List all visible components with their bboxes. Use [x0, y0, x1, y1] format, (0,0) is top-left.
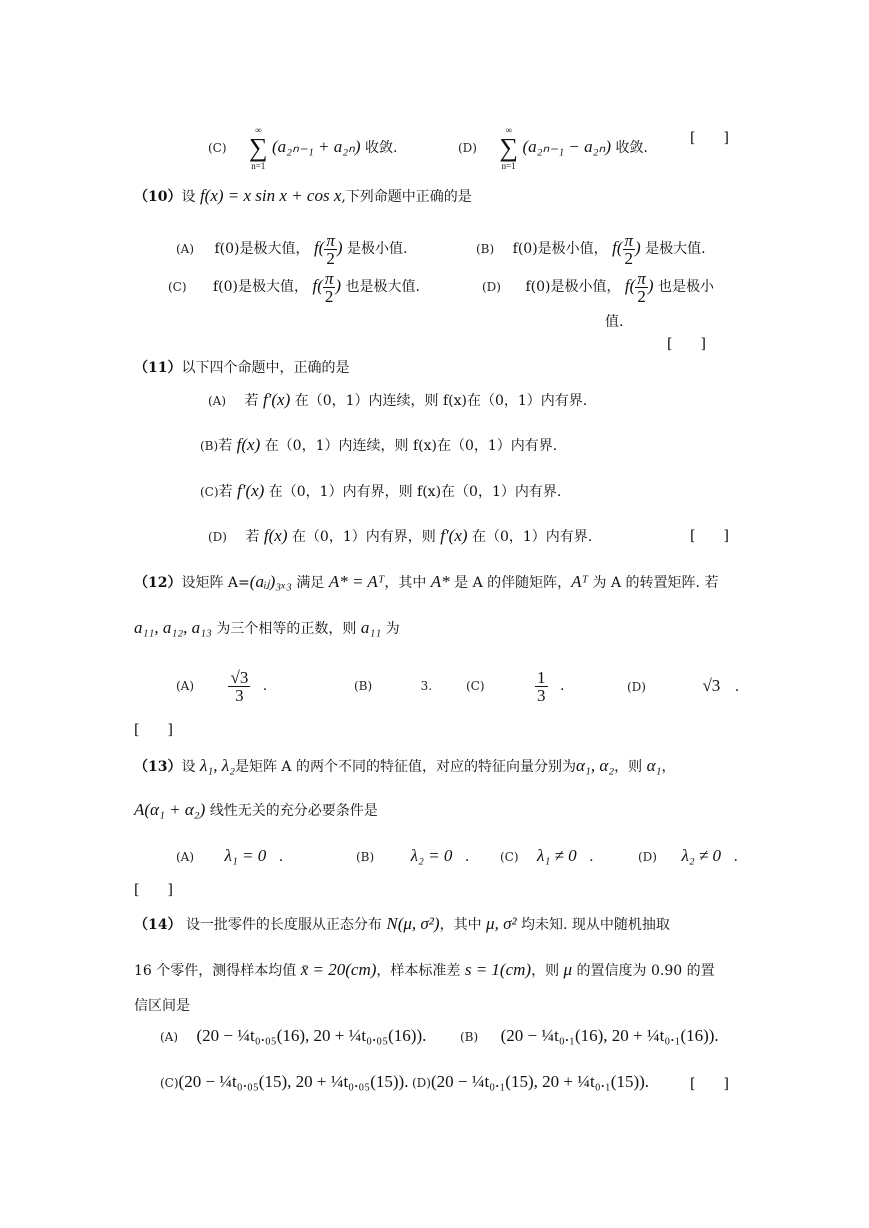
q11-option-a-func: f′(x) [262, 390, 291, 409]
period: . [734, 679, 740, 695]
summation-symbol: ∞ ∑ n=1 [249, 125, 268, 171]
q13-stem-line2 [134, 800, 378, 821]
q9-option-c-tail: 收敛. [365, 140, 398, 156]
q14-option-a [160, 1026, 426, 1047]
q10-option-d-text: 也是极小 [657, 279, 714, 295]
q13-eigenvectors: α₁, α₂ [576, 756, 615, 775]
q13-stem-text: 线性无关的充分必要条件是 [209, 803, 378, 819]
q14-option-c-expr: (20 − ¼t₀.₀₅(15), 20 + ¼t₀.₀₅(15)). [178, 1072, 409, 1091]
q14-option-b-expr: (20 − ¼t₀.₁(16), 20 + ¼t₀.₁(16)). [500, 1026, 719, 1045]
pi-over-two [623, 232, 636, 267]
q11-option-a-label: (A) [208, 394, 227, 408]
q12-option-d-label: (D) [627, 680, 646, 694]
q11-answer-bracket[interactable]: [ ] [690, 528, 729, 544]
q10-option-c-text: f(0)是极大值， [213, 279, 309, 295]
pi-over-two [324, 232, 337, 267]
q10-option-d-label: (D) [482, 280, 501, 294]
q13-alpha1: α₁ [646, 756, 662, 775]
q14-stem-text: 均未知. 现从中随机抽取 [521, 917, 670, 933]
sum-upper-limit: ∞ [505, 125, 512, 135]
f-symbol: f( [612, 238, 623, 257]
q11-number: （11） [134, 360, 182, 376]
q13-stem-text: 设 [181, 759, 196, 775]
q14-option-b-label: (B) [460, 1030, 479, 1044]
f-symbol: f( [313, 238, 325, 257]
q14-params: μ, σ² [486, 914, 517, 933]
q14-stem [134, 914, 670, 935]
two-denominator: 2 [324, 286, 334, 306]
q10-option-c-text: 也是极大值. [345, 279, 420, 295]
q10-option-d [482, 266, 714, 306]
q14-sample-std: s = 1(cm) [464, 960, 532, 979]
q12-answer-bracket[interactable]: [ ] [134, 722, 173, 738]
q13-option-d-label: (D) [638, 850, 657, 864]
q14-stem-text: 设一批零件的长度服从正态分布 [185, 917, 382, 933]
q12-option-b [354, 676, 432, 696]
q12-number: （12） [134, 575, 182, 591]
two-denominator: 2 [326, 248, 335, 268]
period: . [733, 849, 738, 865]
q13-stem [134, 756, 675, 777]
pi-over-two [323, 270, 336, 305]
q14-option-a-expr: (20 − ¼t₀.₀₅(16), 20 + ¼t₀.₀₅(16)). [196, 1026, 427, 1045]
q9-answer-bracket[interactable]: [ ] [690, 130, 729, 146]
q9-option-d-expr: (a₂ₙ₋₁ − a₂ₙ) [522, 137, 611, 156]
q10-stem-text: ,下列命题中正确的是 [341, 189, 472, 205]
paren: ) [635, 238, 641, 257]
q10-option-c [168, 266, 420, 306]
summation-symbol: ∞ ∑ n=1 [499, 125, 518, 171]
f-symbol: f( [624, 276, 636, 295]
q11-option-b-label: (B) [200, 439, 219, 453]
q13-stem-text: 是矩阵 A 的两个不同的特征值，对应的特征向量分别为 [234, 759, 576, 775]
paren: ) [647, 276, 654, 295]
q12-option-c [466, 666, 564, 706]
q14-answer-bracket[interactable]: [ ] [690, 1076, 729, 1092]
q12-a11: a₁₁ [360, 618, 382, 637]
two-denominator: 2 [624, 248, 634, 268]
q11-option-d-text: 在（0，1）内有界，则 [291, 529, 436, 545]
q12-option-d-value: √3 [702, 676, 721, 695]
q10-option-a-text: f(0)是极大值， [214, 241, 310, 257]
q11-option-d [208, 526, 592, 547]
q14-stem-text: 的置信度为 0.90 的置 [576, 963, 715, 979]
q12-matrix: (aᵢⱼ)₃ₓ₃ [249, 572, 292, 591]
q14-stem-line2 [134, 960, 715, 981]
q9-option-d [458, 124, 648, 172]
q11-option-b-text: 若 [218, 438, 233, 454]
q11-option-a-text: 在（0，1）内连续，则 f(x)在（0，1）内有界. [294, 393, 588, 409]
q10-number: （10） [134, 189, 182, 205]
q10-option-b-text: 是极大值. [645, 241, 706, 257]
period: . [262, 678, 268, 694]
q12-stem-line2 [134, 618, 400, 639]
q13-option-d [638, 846, 738, 867]
one-numerator: 1 [537, 667, 546, 687]
q12-adjoint-eq: A* = Aᵀ [328, 572, 385, 591]
q14-option-d-label: (D) [412, 1076, 431, 1090]
pi-over-two [635, 270, 648, 305]
q13-option-b-label: (B) [356, 850, 375, 864]
q11-option-c-text: 在（0，1）内有界，则 f(x)在（0，1）内有界. [268, 484, 562, 500]
q9-option-c-label: (C) [208, 141, 227, 155]
q12-entries: a₁₁, a₁₂, a₁₃ [134, 618, 212, 637]
three-denominator: 3 [537, 685, 546, 705]
q10-option-a-label: (A) [176, 242, 195, 256]
period: . [278, 849, 284, 865]
f-symbol: f( [312, 276, 323, 295]
q14-stem-text: ，则 [531, 963, 560, 979]
q11-option-d-func2: f′(x) [440, 526, 468, 545]
sum-upper-limit: ∞ [255, 125, 262, 135]
q12-option-c-value [535, 669, 548, 704]
q14-stem-line3: 信区间是 [134, 998, 190, 1014]
q11-option-d-label: (D) [208, 530, 227, 544]
q9-option-d-tail: 收敛. [615, 140, 648, 156]
q12-stem-text: 满足 [296, 575, 325, 591]
q11-option-c-label: (C) [200, 485, 219, 499]
pi-numerator: π [326, 230, 335, 250]
q11-option-a [208, 390, 587, 411]
q12-stem [134, 572, 718, 593]
pi-numerator: π [637, 268, 646, 288]
pi-numerator: π [324, 268, 334, 288]
q10-option-b [476, 228, 706, 268]
q11-option-c-text: 若 [218, 484, 233, 500]
q9-option-c-expr: (a₂ₙ₋₁ + a₂ₙ) [272, 137, 361, 156]
q13-answer-bracket[interactable]: [ ] [134, 882, 173, 898]
q10-option-a-text: 是极小值. [347, 241, 408, 257]
pi-numerator: π [624, 230, 634, 250]
q14-stem-text: ，其中 [439, 917, 482, 933]
q13-expr: A(α₁ + α₂) [134, 800, 206, 819]
sqrt3-numerator: √3 [230, 667, 249, 687]
q12-stem-text: 为 [385, 621, 400, 637]
q13-option-c-label: (C) [500, 850, 519, 864]
q14-option-c-label: (C) [160, 1076, 179, 1090]
q14-mu: μ [563, 960, 573, 979]
q10-stem-text: 设 [181, 189, 196, 205]
q13-option-c [500, 846, 594, 867]
q13-option-a-label: (A) [176, 850, 195, 864]
q14-stem-text: 16 个零件，测得样本均值 [134, 963, 297, 979]
two-denominator: 2 [637, 286, 646, 306]
q13-eigenvalues: λ₁, λ₂ [199, 756, 235, 775]
q10-option-b-label: (B) [476, 242, 495, 256]
q9-option-d-label: (D) [458, 141, 477, 155]
q13-option-b-value: λ₂ = 0 [410, 846, 453, 865]
q10-option-a [176, 228, 407, 268]
q11-stem [134, 358, 349, 378]
q12-option-b-value: 3. [420, 679, 433, 693]
q13-option-d-value: λ₂ ≠ 0 [681, 846, 722, 865]
period: . [464, 849, 470, 865]
q12-option-d [627, 676, 739, 697]
q10-answer-bracket[interactable]: [ ] [667, 336, 706, 352]
q13-stem-text: ， [661, 759, 676, 775]
q11-option-d-func: f(x) [263, 526, 288, 545]
q14-option-b [460, 1026, 719, 1047]
q13-option-c-value: λ₁ ≠ 0 [537, 846, 577, 865]
q11-option-c-func: f′(x) [237, 481, 265, 500]
q10-option-d-tail: 值. [605, 314, 624, 330]
q14-normal-dist: N(μ, σ²) [386, 914, 440, 933]
q12-option-a-value [228, 669, 250, 704]
q12-option-a [176, 666, 267, 706]
q10-option-d-text: f(0)是极小值， [525, 279, 621, 295]
q13-stem-text: ，则 [614, 759, 643, 775]
q14-number: （14） [134, 917, 182, 933]
q11-option-b-text: 在（0，1）内连续，则 f(x)在（0，1）内有界. [264, 438, 558, 454]
q13-option-b [356, 846, 469, 867]
q12-option-c-label: (C) [466, 679, 485, 693]
paren: ) [335, 276, 342, 295]
sum-lower-limit: n=1 [501, 161, 516, 171]
q14-sample-mean: x̄ = 20(cm) [300, 960, 377, 979]
q10-option-b-text: f(0)是极小值， [512, 241, 608, 257]
q11-option-c [200, 481, 561, 502]
q14-option-a-label: (A) [160, 1030, 179, 1044]
q11-option-b [200, 435, 557, 456]
q12-stem-text: 是 A 的伴随矩阵， [454, 575, 572, 591]
three-denominator: 3 [235, 685, 244, 705]
q12-stem-text: 设矩阵 A= [181, 575, 250, 591]
q12-stem-text: 为 A 的转置矩阵. 若 [592, 575, 719, 591]
q12-stem-text: 为三个相等的正数，则 [216, 621, 357, 637]
q12-option-a-label: (A) [176, 679, 195, 693]
q13-option-a-value: λ₁ = 0 [224, 846, 267, 865]
q14-option-c [160, 1072, 408, 1093]
q11-stem-text: 以下四个命题中，正确的是 [181, 360, 350, 376]
q13-number: （13） [134, 759, 182, 775]
q14-option-d [412, 1072, 649, 1093]
period: . [589, 849, 594, 865]
q12-option-b-label: (B) [354, 679, 373, 693]
q11-option-d-text: 在（0，1）内有界. [471, 529, 593, 545]
q13-option-a [176, 846, 283, 867]
sum-lower-limit: n=1 [251, 161, 266, 171]
q14-option-d-expr: (20 − ¼t₀.₁(15), 20 + ¼t₀.₁(15)). [430, 1072, 650, 1091]
q14-stem-text: ，样本标准差 [376, 963, 461, 979]
q12-stem-text: ，其中 [384, 575, 427, 591]
q11-option-d-text: 若 [245, 529, 260, 545]
period: . [559, 678, 565, 694]
q10-function-expr: f(x) = x sin x + cos x [199, 186, 342, 205]
q10-option-c-label: (C) [168, 280, 187, 294]
q10-stem [134, 186, 472, 207]
q11-option-a-text: 若 [244, 393, 259, 409]
q11-option-b-func: f(x) [236, 435, 261, 454]
q9-option-c [208, 124, 397, 172]
q12-transpose: Aᵀ [571, 572, 589, 591]
q12-adjoint: A* [430, 572, 450, 591]
paren: ) [336, 238, 343, 257]
